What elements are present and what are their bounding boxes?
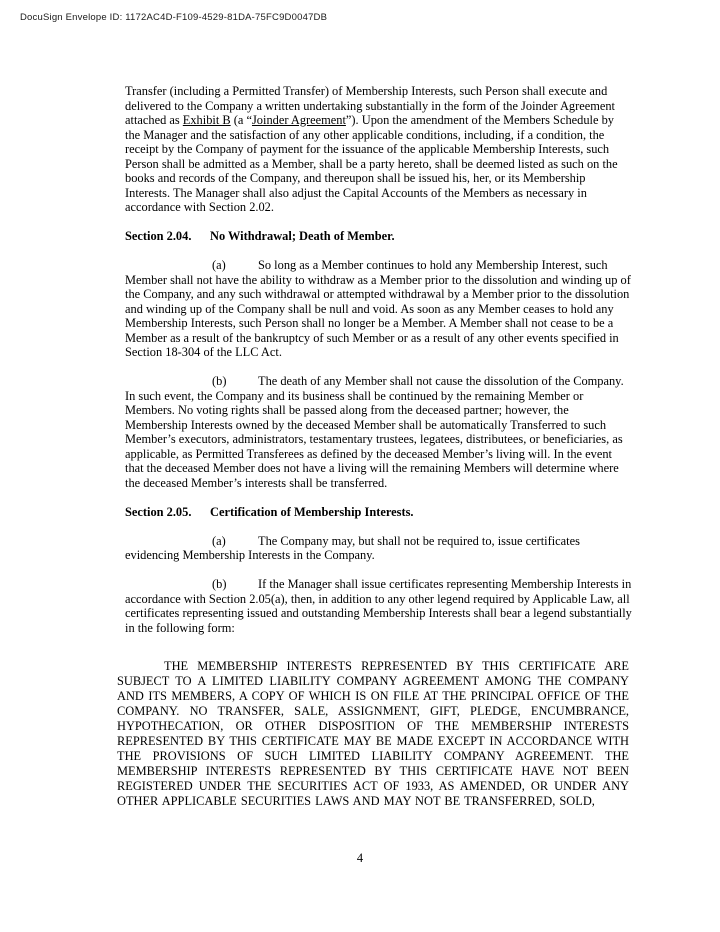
paragraph-text: The death of any Member shall not cause the dissolution of the Company. In such event, the Company and its business shall be continued by the remaining Member or Members. No voting rights shall be passed along from the deceased partner; however, the Membership Interests owned by the deceased Member shall be automatically Transferred to such Member’s executors, administrators, testamentary trustees, legatees, distributees, or beneficiaries, as applicable, as Permitted Transferees as defined by the deceased Member’s living will. In the event that the deceased Member does not have a living will the remaining Members will determine where the deceased Member’s interests shall be transferred. (125, 374, 624, 490)
paragraph-2-04-b (125, 374, 632, 490)
paragraph-text: The Company may, but shall not be required to, issue certificates evidencing Membership Interests in the Company. (125, 533, 580, 562)
paragraph-2-05-b (125, 577, 632, 635)
section-title: No Withdrawal; Death of Member. (210, 229, 395, 243)
section-title: Certification of Membership Interests. (210, 504, 414, 519)
paragraph-text: If the Manager shall issue certificates representing Membership Interests in accordance with Section 2.05(a), then, in addition to any other legend required by Applicable Law, all certificates representing issued and outstanding Membership Interests shall bear a legend substantially in the following form: (125, 577, 632, 635)
section-number: Section 2.05. (125, 504, 192, 519)
section-2-05-heading (125, 505, 632, 520)
paragraph-label: (a) (212, 258, 226, 272)
paragraph-transfer-continuation (125, 84, 632, 215)
page-number: 4 (356, 851, 364, 865)
docusign-envelope-id: DocuSign Envelope ID: 1172AC4D-F109-4529-81DA-75FC9D0047DB (20, 12, 328, 23)
paragraph-label: (b) (212, 577, 227, 591)
paragraph-2-05-a (125, 534, 632, 563)
paragraph-2-04-a (125, 258, 632, 360)
paragraph-text: (a “ (230, 113, 252, 127)
paragraph-label: (b) (212, 374, 227, 388)
joinder-agreement-reference: Joinder Agreement (251, 113, 346, 127)
paragraph-text: ”). Upon the amendment of the Members Schedule by the Manager and the satisfaction of any other applicable conditions, including, if a condition, the receipt by the Company of payment for the issuance of the applicable Membership Interests, such Person shall be admitted as a Member, shall be a party hereto, shall be deemed listed as such on the books and records of the Company, and thereupon shall be issued his, her, or its Membership Interests. The Manager shall also adjust the Capital Accounts of the Members as necessary in accordance with Section 2.02. (125, 113, 618, 214)
document-body (117, 84, 632, 824)
section-2-04-heading (125, 229, 632, 244)
exhibit-b-reference: Exhibit B (182, 113, 231, 127)
paragraph-text: Transfer (including a Permitted Transfer) of Membership Interests, such Person shall execute and delivered to the Company a written undertaking substantially in the form of the Joinder Agreement attached as (125, 84, 615, 127)
certificate-legend: THE MEMBERSHIP INTERESTS REPRESENTED BY THIS CERTIFICATE ARE SUBJECT TO A LIMITED LIABILITY COMPANY AGREEMENT AMONG THE COMPANY AND ITS MEMBERS, A COPY OF WHICH IS ON FILE AT THE PRINCIPAL OFFICE OF THE COMPANY. NO TRANSFER, SALE, ASSIGNMENT, GIFT, PLEDGE, ENCUMBRANCE, HYPOTHECATION, OR OTHER DISPOSITION OF THE MEMBERSHIP INTERESTS REPRESENTED BY THIS CERTIFICATE MAY BE MADE EXCEPT IN ACCORDANCE WITH THE PROVISIONS OF SUCH LIMITED LIABILITY COMPANY AGREEMENT. THE MEMBERSHIP INTERESTS REPRESENTED BY THIS CERTIFICATE HAVE NOT BEEN REGISTERED UNDER THE SECURITIES ACT OF 1933, AS AMENDED, OR UNDER ANY OTHER APPLICABLE SECURITIES LAWS AND MAY NOT BE TRANSFERRED, SOLD, (117, 659, 629, 808)
paragraph-text: So long as a Member continues to hold any Membership Interest, such Member shall not have the ability to withdraw as a Member prior to the dissolution and winding up of the Company, and any such withdrawal or attempted withdrawal by a Member prior to the dissolution and winding up of the Company shall be null and void. As soon as any Member ceases to hold any Membership Interests, such Person shall no longer be a Member. A Member shall not cease to be a Member as a result of the bankruptcy of such Member or as a result of any other events specified in Section 18-304 of the LLC Act. (125, 258, 631, 359)
section-number: Section 2.04. (125, 229, 192, 243)
paragraph-label: (a) (212, 533, 226, 548)
